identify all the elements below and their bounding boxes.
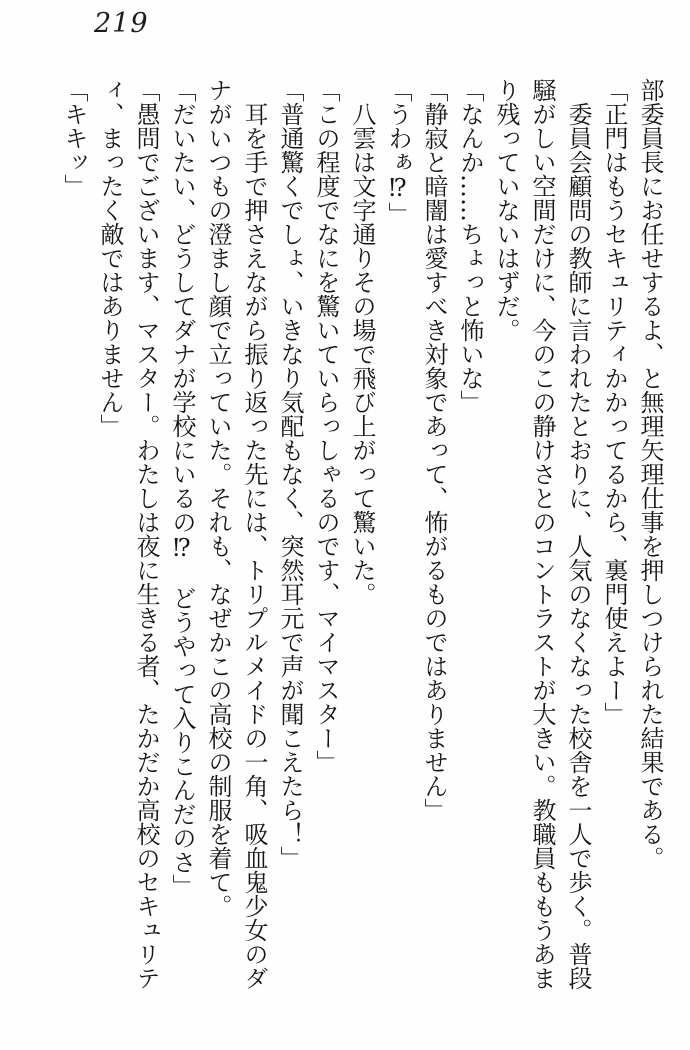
narration-paragraph: 部委員長にお任せするよ、と無理矢理仕事を押しつけられた結果である。 [636, 78, 664, 870]
dialogue-paragraph: 「キキッ」 [60, 78, 88, 198]
dialogue-paragraph: 「うわぁ⁉」 [384, 78, 412, 226]
narration-paragraph: 八雲は文字通りその場で飛び上がって驚いた。 [348, 102, 376, 606]
dialogue-paragraph: 「愚問でございます、マスター。わたしは夜に生きる者、たかだか高校のセキュリティ、まったく敵ではありません」 [96, 78, 160, 990]
dialogue-paragraph: 「普通驚くでしょ、いきなり気配もなく、突然耳元で声が聞こえたら！」 [276, 78, 304, 870]
narration-paragraph: 委員会顧問の教師に言われたとおりに、人気のなくなった校舎を一人で歩く。普段騒がしい空間だけに、今のこの静けさとのコントラストが大きい。教職員ももうあまり残っていないはずだ。 [492, 78, 592, 990]
dialogue-paragraph: 「この程度でなにを驚いていらっしゃるのです、マイマスター」 [312, 78, 340, 774]
dialogue-paragraph: 「正門はもうセキュリティかかってるから、裏門使えよー」 [600, 78, 628, 726]
dialogue-paragraph: 「なんか……ちょっと怖いな」 [456, 78, 484, 414]
page-text [56, 78, 668, 991]
page-number: 219 [94, 8, 149, 39]
narration-paragraph: 耳を手で押さえながら振り返った先には、トリプルメイドの一角、吸血鬼少女のダナがいつもの澄まし顔で立っていた。それも、なぜかこの高校の制服を着て。 [204, 78, 268, 990]
dialogue-paragraph: 「静寂と暗闇は愛すべき対象であって、怖がるものではありません」 [420, 78, 448, 822]
dialogue-paragraph: 「だいたい、どうしてダナが学校にいるの⁉ どうやって入りこんだのさ」 [168, 78, 196, 898]
